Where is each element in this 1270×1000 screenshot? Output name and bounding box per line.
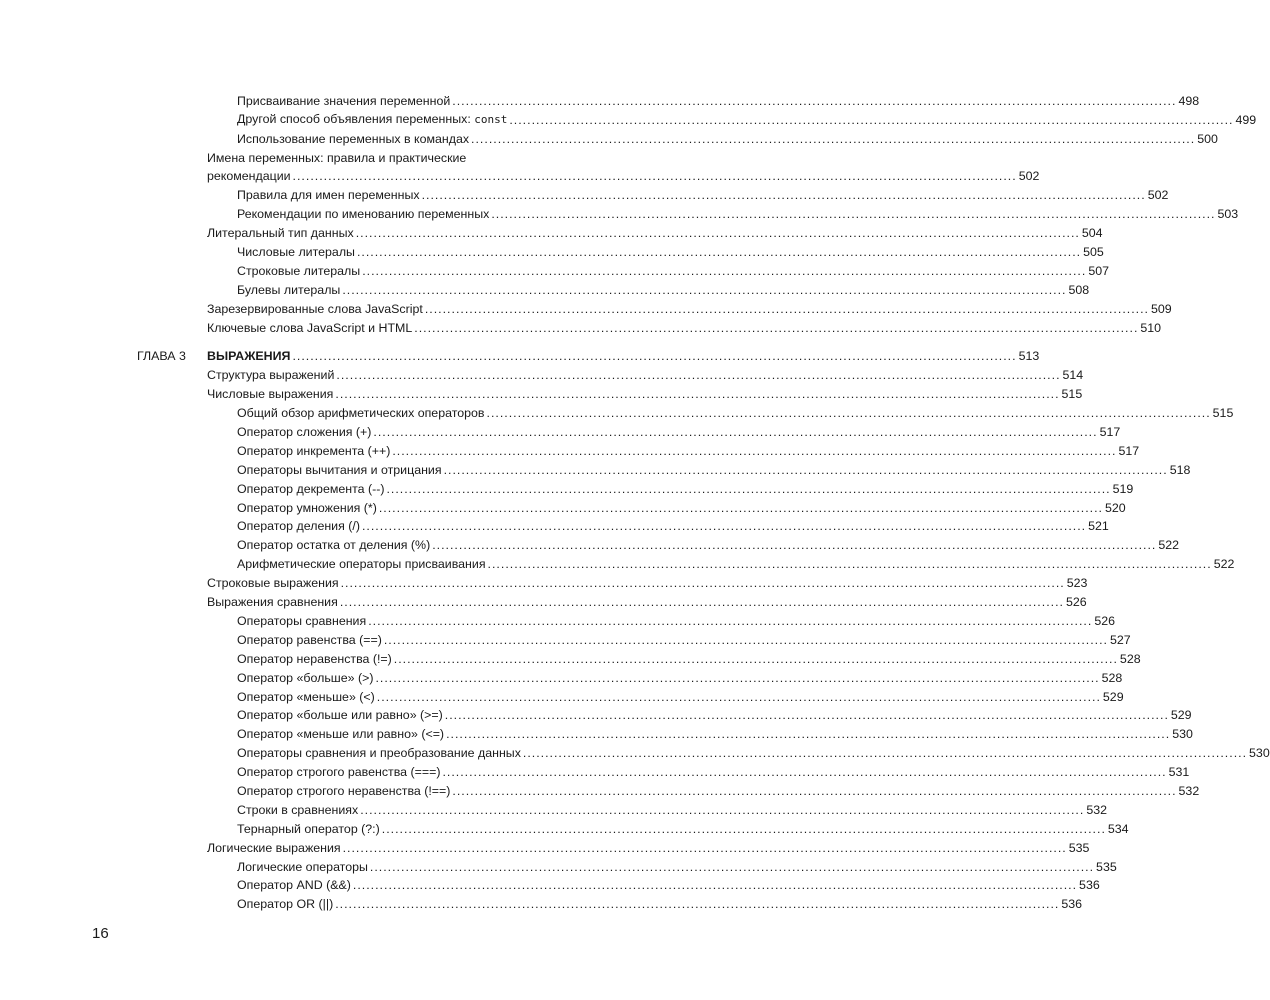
toc-page-number: 532 [1178, 783, 1200, 798]
toc-entry-text: Структура выражений [207, 368, 335, 383]
toc-entry[interactable] [207, 855, 1117, 874]
toc-page-number: 502 [1018, 169, 1040, 184]
toc-entry-title [237, 878, 351, 892]
dot-leader [394, 652, 1118, 666]
toc-page-number: 518 [1169, 462, 1191, 477]
toc-entry-text: Рекомендации по именованию переменных [237, 207, 490, 222]
toc-entry-title [207, 387, 333, 401]
toc-entry[interactable] [137, 345, 1040, 364]
toc-entry[interactable] [207, 439, 1140, 458]
toc-entry-title [237, 132, 469, 146]
toc-entry-title [237, 425, 371, 439]
toc-entry[interactable] [207, 892, 1083, 912]
dot-leader [444, 463, 1168, 477]
toc-entry-text: Операторы сравнения и преобразование данных [237, 746, 521, 761]
toc-entry-title [237, 614, 366, 628]
toc-page-number: 536 [1079, 878, 1100, 893]
toc-entry[interactable] [207, 496, 1126, 515]
toc-entry-title [207, 349, 290, 363]
toc-entry[interactable] [207, 760, 1190, 780]
toc-entry-text: Логические выражения [207, 840, 341, 855]
dot-leader [293, 169, 1017, 183]
toc-entry-title [237, 557, 486, 571]
toc-page-number: 509 [1150, 301, 1172, 316]
toc-entry[interactable] [207, 183, 1169, 203]
dot-leader [360, 803, 1084, 817]
toc-entry[interactable] [207, 685, 1124, 704]
toc-entry[interactable] [207, 836, 1090, 855]
toc-entry-title [207, 226, 354, 240]
dot-leader [377, 690, 1101, 704]
toc-page-number: 502 [1147, 188, 1169, 203]
toc-entry-title [237, 283, 340, 297]
toc-entry-text: Оператор строгого неравенства (!==) [237, 783, 451, 798]
dot-leader [341, 576, 1065, 590]
table-of-contents [137, 89, 1270, 912]
toc-entry-text: Другой способ объявления переменных: [237, 111, 475, 126]
toc-entry-title [207, 302, 423, 316]
toc-entry-text: Ключевые слова JavaScript и HTML [207, 320, 413, 335]
toc-entry-text: Литеральный тип данных [207, 226, 354, 241]
dot-leader [343, 841, 1067, 855]
toc-entry-text: Оператор умножения (*) [237, 500, 377, 515]
toc-entry-title [237, 538, 430, 552]
toc-entry-text: Выражения сравнения [207, 595, 338, 610]
dot-leader [375, 671, 1099, 685]
toc-entry-title [237, 652, 392, 666]
dot-leader [370, 860, 1094, 874]
dot-leader [509, 113, 1233, 127]
toc-entry[interactable] [207, 628, 1131, 647]
toc-entry-title [237, 207, 489, 221]
toc-entry[interactable] [207, 221, 1103, 241]
dot-leader [353, 878, 1077, 892]
dot-leader [357, 245, 1081, 259]
dot-leader [414, 321, 1138, 335]
toc-page-number: 529 [1170, 708, 1192, 723]
toc-entry-text: Арифметические операторы присваивания [237, 557, 486, 572]
toc-entry-title [207, 841, 341, 855]
toc-entry[interactable] [207, 202, 1239, 222]
toc-entry-title [237, 784, 450, 798]
toc-entry[interactable] [207, 259, 1110, 278]
dot-leader [373, 425, 1097, 439]
toc-page-number: 527 [1109, 632, 1131, 647]
toc-entry-text: Оператор «меньше или равно» (<=) [237, 727, 445, 742]
toc-entry[interactable] [207, 798, 1108, 817]
toc-entry-line [207, 146, 603, 165]
toc-page-number: 503 [1217, 207, 1239, 222]
toc-entry[interactable] [207, 316, 1162, 335]
toc-page-number: 528 [1101, 670, 1123, 685]
toc-entry-code: const [474, 112, 508, 126]
toc-entry[interactable] [207, 382, 1083, 402]
toc-page-number: 523 [1066, 576, 1088, 591]
toc-entry-text: Правила для имен переменных [237, 188, 420, 203]
toc-entry-title [237, 444, 390, 458]
toc-entry[interactable] [207, 571, 1088, 591]
toc-entry-title [237, 264, 360, 278]
toc-entry-text: Использование переменных в командах [237, 131, 470, 146]
toc-entry-title [237, 803, 358, 817]
dot-leader [382, 822, 1106, 836]
toc-entry[interactable] [207, 458, 1191, 477]
toc-page-number: 515 [1212, 406, 1234, 421]
toc-entry[interactable] [207, 817, 1129, 836]
toc-entry-text: Оператор равенства (==) [237, 632, 382, 647]
toc-entry-text: Строки в сравнениях [237, 802, 359, 817]
dot-leader [471, 132, 1195, 146]
dot-leader [442, 765, 1166, 779]
toc-entry-title [237, 94, 450, 108]
dot-leader [362, 519, 1086, 533]
dot-leader [422, 188, 1146, 202]
toc-page-number: 526 [1065, 595, 1087, 610]
toc-page-number: 536 [1061, 897, 1083, 912]
toc-entry[interactable] [207, 874, 1100, 893]
toc-entry[interactable] [207, 779, 1200, 798]
toc-page-number: 530 [1249, 746, 1270, 761]
toc-entry-title [207, 595, 338, 609]
dot-leader [356, 226, 1080, 240]
toc-entry[interactable] [207, 89, 1200, 108]
dot-leader [445, 708, 1169, 722]
toc-entry-title [237, 501, 377, 515]
toc-entry[interactable] [207, 590, 1087, 610]
toc-page-number: 532 [1086, 802, 1108, 817]
toc-entry[interactable] [207, 552, 1235, 572]
toc-entry[interactable] [207, 741, 1270, 761]
dot-leader [386, 482, 1110, 496]
toc-entry[interactable] [207, 165, 1040, 184]
toc-entry[interactable] [207, 609, 1116, 628]
toc-entry[interactable] [207, 477, 1134, 496]
toc-entry-title [237, 406, 485, 420]
dot-leader [425, 302, 1149, 316]
toc-entry[interactable] [207, 666, 1123, 685]
dot-leader [384, 633, 1108, 647]
toc-entry-text: Оператор остатка от деления (%) [237, 538, 431, 553]
toc-entry-text: Логические операторы [237, 859, 368, 874]
toc-entry-title [237, 897, 333, 911]
toc-entry[interactable] [207, 722, 1193, 742]
toc-entry-title [237, 746, 521, 760]
toc-page-number: 507 [1088, 263, 1110, 278]
dot-leader [336, 368, 1060, 382]
toc-entry-text: Оператор сложения (+) [237, 425, 372, 440]
toc-page-number: 522 [1158, 538, 1180, 553]
dot-leader [392, 444, 1116, 458]
toc-entry-text: Числовые выражения [207, 387, 334, 402]
dot-leader [340, 595, 1064, 609]
toc-entry-text: Общий обзор арифметических операторов [237, 406, 485, 421]
toc-entry-title [237, 822, 380, 836]
toc-entry-title [237, 245, 355, 259]
toc-entry-text: Тернарный оператор (?:) [237, 821, 380, 836]
toc-entry-title [237, 519, 360, 533]
dot-leader [488, 557, 1212, 571]
dot-leader [335, 387, 1059, 401]
toc-page-number: 513 [1018, 349, 1040, 364]
toc-entry-title [237, 690, 375, 704]
dot-leader [335, 897, 1059, 911]
toc-page-number: 535 [1068, 840, 1090, 855]
dot-leader [362, 264, 1086, 278]
toc-entry-text: Строковые выражения [207, 576, 339, 591]
toc-page-number: 521 [1088, 519, 1109, 534]
toc-entry-text: Оператор «меньше» (<) [237, 689, 375, 704]
toc-entry-text: Оператор неравенства (!=) [237, 651, 392, 666]
toc-entry-text: ВЫРАЖЕНИЯ [207, 349, 291, 364]
toc-entry[interactable] [207, 401, 1234, 421]
toc-entry-text: Строковые литералы [237, 263, 361, 278]
toc-entry[interactable] [207, 515, 1109, 534]
toc-entry-text: Оператор декремента (--) [237, 481, 385, 496]
toc-page-number: 519 [1112, 481, 1134, 496]
toc-entry[interactable] [207, 647, 1141, 666]
toc-page-number: 514 [1062, 368, 1084, 383]
toc-page-number: 500 [1197, 131, 1218, 146]
toc-entry[interactable] [207, 704, 1192, 723]
toc-entry-title [207, 368, 334, 382]
dot-leader [342, 283, 1066, 297]
dot-leader [432, 538, 1156, 552]
toc-page-number: 520 [1105, 500, 1126, 515]
toc-entry-title [237, 482, 384, 496]
toc-entry-text: Числовые литералы [237, 245, 355, 260]
toc-entry-text: Оператор OR (||) [237, 897, 334, 912]
toc-entry-title [237, 727, 444, 741]
toc-page-number: 526 [1094, 613, 1116, 628]
dot-leader [446, 727, 1170, 741]
toc-page-number: 499 [1235, 112, 1257, 127]
toc-entry-title [237, 633, 382, 647]
toc-page-number: 517 [1099, 425, 1121, 440]
dot-leader [452, 784, 1176, 798]
toc-page-number: 510 [1140, 320, 1162, 335]
toc-entry[interactable] [207, 278, 1090, 297]
toc-entry-title [207, 321, 412, 335]
toc-entry[interactable] [207, 533, 1180, 553]
toc-entry[interactable] [207, 363, 1084, 383]
dot-leader [523, 746, 1247, 760]
toc-page-number: 530 [1172, 727, 1193, 742]
dot-leader [491, 207, 1215, 221]
toc-entry-title [237, 463, 442, 477]
toc-entry-text: Оператор строгого равенства (===) [237, 765, 441, 780]
toc-entry-text: Оператор деления (/) [237, 519, 360, 534]
toc-page-number: 531 [1168, 765, 1190, 780]
toc-page-number: 528 [1119, 651, 1141, 666]
toc-entry-title [237, 765, 440, 779]
toc-entry-text: Операторы вычитания и отрицания [237, 462, 442, 477]
dot-leader [452, 94, 1176, 108]
toc-entry[interactable] [207, 420, 1121, 440]
toc-entry-text: Оператор «больше или равно» (>=) [237, 708, 443, 723]
toc-entry[interactable] [207, 127, 1218, 146]
toc-page-number: 535 [1096, 859, 1117, 874]
toc-page-number: 498 [1178, 93, 1200, 108]
toc-entry[interactable] [207, 297, 1172, 316]
toc-entry[interactable] [207, 108, 1257, 127]
toc-entry-text: Булевы литералы [237, 282, 341, 297]
toc-entry-text: Операторы сравнения [237, 613, 367, 628]
toc-entry-title [207, 576, 339, 590]
toc-entry[interactable] [207, 240, 1104, 260]
toc-entry-text: Присваивание значения переменной [237, 93, 451, 108]
toc-entry-text: рекомендации [207, 169, 291, 184]
toc-entry-title [237, 860, 368, 874]
chapter-label: ГЛАВА 3 [137, 349, 186, 364]
toc-page-number: 508 [1068, 282, 1090, 297]
toc-entry-text: Зарезервированные слова JavaScript [207, 301, 423, 316]
toc-entry-title [237, 671, 373, 685]
toc-entry-text: Оператор «больше» (>) [237, 670, 374, 685]
toc-entry-title [237, 708, 443, 722]
toc-page-number: 504 [1081, 226, 1103, 241]
toc-page-number: 517 [1118, 443, 1140, 458]
toc-page-number: 515 [1061, 387, 1083, 402]
toc-page-number: 534 [1107, 821, 1129, 836]
toc-page-number: 522 [1213, 557, 1235, 572]
page-number: 16 [92, 925, 109, 942]
toc-entry-title: Имена переменных: правила и практические [207, 150, 467, 165]
toc-entry-text: Оператор AND (&&) [237, 878, 351, 893]
dot-leader [487, 406, 1211, 420]
toc-entry-title [237, 112, 507, 127]
toc-page-number: 505 [1083, 245, 1104, 260]
toc-entry-text: Оператор инкремента (++) [237, 443, 391, 458]
dot-leader [379, 501, 1103, 515]
toc-entry-title [207, 169, 291, 183]
toc-entry-title [237, 188, 420, 202]
dot-leader [368, 614, 1092, 628]
toc-page-number: 529 [1102, 689, 1124, 704]
dot-leader [292, 349, 1016, 363]
